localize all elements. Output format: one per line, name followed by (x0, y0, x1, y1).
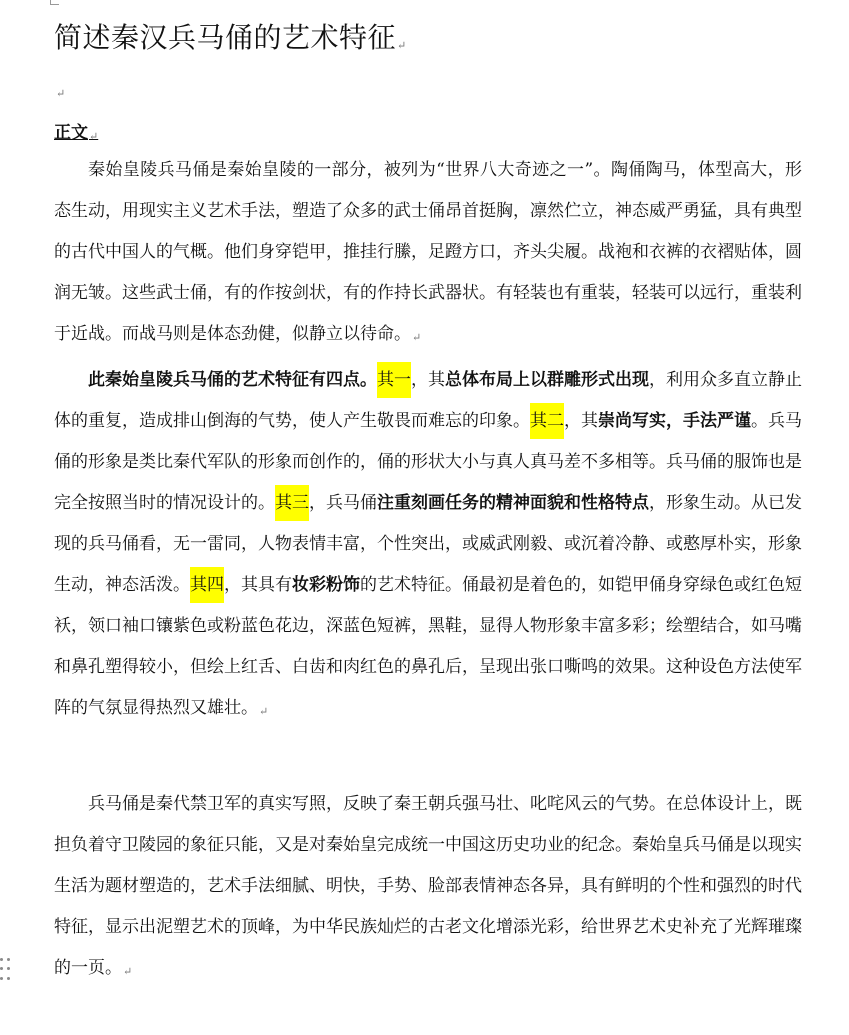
paragraph-conclusion[interactable]: 兵马俑是秦代禁卫军的真实写照，反映了秦王朝兵强马壮、叱咤风云的气势。在总体设计上，既担负着守卫陵园的象征只能，又是对秦始皇完成统一中国这历史功业的纪念。秦始皇兵马俑是以现实生活为题材塑造的，艺术手法细腻、明快，手势、脸部表情神态各异，具有鲜明的个性和强烈的时代特征，显示出泥塑艺术的顶峰，为中华民族灿烂的古老文化增添光彩，给世界艺术史补充了光辉璀璨的一页。↵ (54, 794, 802, 978)
document-title[interactable]: 简述秦汉兵马俑的艺术特征↵ (54, 21, 407, 54)
paragraph-mark-icon: ↵ (259, 705, 269, 718)
feature-1-key: 总体布局上以群雕形式出现 (445, 370, 649, 390)
highlight-feature-1: 其一 (377, 362, 411, 398)
feature-2-key: 崇尚写实，手法严谨 (598, 411, 751, 431)
feature-4-key: 妆彩粉饰 (292, 575, 360, 595)
highlight-feature-4: 其四 (190, 567, 224, 603)
paragraph-intro[interactable]: 秦始皇陵兵马俑是秦始皇陵的一部分，被列为“世界八大奇迹之一”。陶俑陶马，体型高大，形态生动，用现实主义艺术手法，塑造了众多的武士俑昂首挺胸，凛然伫立，神态威严勇猛，具有典型的古代中国人的气概。他们身穿铠甲，推挂行縢，足蹬方口，齐头尖履。战袍和衣裤的衣褶贴体，圆润无皱。这些武士俑，有的作按剑状，有的作持长武器状。有轻装也有重装，轻装可以远行，重装利于近战。而战马则是体态劲健，似静立以待命。↵ (54, 160, 802, 344)
empty-paragraph[interactable] (55, 80, 65, 100)
paragraph-mark-icon: ↵ (56, 87, 66, 100)
paragraph-mark-icon: ↵ (123, 965, 133, 978)
paragraph-features[interactable]: 此秦始皇陵兵马俑的艺术特征有四点。其一，其总体布局上以群雕形式出现，利用众多直立静止体的重复，造成排山倒海的气势，使人产生敬畏而难忘的印象。其二，其崇尚写实，手法严谨。兵马俑的形象是类比秦代军队的形象而创作的，俑的形状大小与真人真马差不多相等。兵马俑的服饰也是完全按照当时的情况设计的。其三，兵马俑注重刻画任务的精神面貌和性格特点，形象生动。从已发现的兵马俑看，无一雷同，人物表情丰富，个性突出，或威武刚毅、或沉着冷静、或憨厚朴实，形象生动，神态活泼。其四，其具有妆彩粉饰的艺术特征。俑最初是着色的，如铠甲俑身穿绿色或红色短袄，领口袖口镶紫色或粉蓝色花边，深蓝色短裤，黑鞋，显得人物形象丰富多彩；绘塑结合，如马嘴和鼻孔塑得较小，但绘上红舌、白齿和肉红色的鼻孔后，呈现出张口嘶鸣的效果。这种设色方法使军阵的气氛显得热烈又雄壮。↵ (54, 360, 802, 732)
paragraph-mark-icon: ↵ (89, 130, 99, 143)
paragraph-mark-icon: ↵ (397, 39, 407, 52)
highlight-feature-2: 其二 (530, 403, 564, 439)
section-heading[interactable]: 正文↵ (54, 123, 99, 143)
highlight-feature-3: 其三 (275, 485, 309, 521)
paragraph-mark-icon: ↵ (412, 331, 422, 344)
page-corner-mark (50, 0, 59, 5)
feature-3-key: 注重刻画任务的精神面貌和性格特点 (377, 493, 649, 513)
features-lead-sentence: 此秦始皇陵兵马俑的艺术特征有四点。 (88, 370, 377, 390)
drag-handle-icon[interactable] (0, 958, 12, 984)
